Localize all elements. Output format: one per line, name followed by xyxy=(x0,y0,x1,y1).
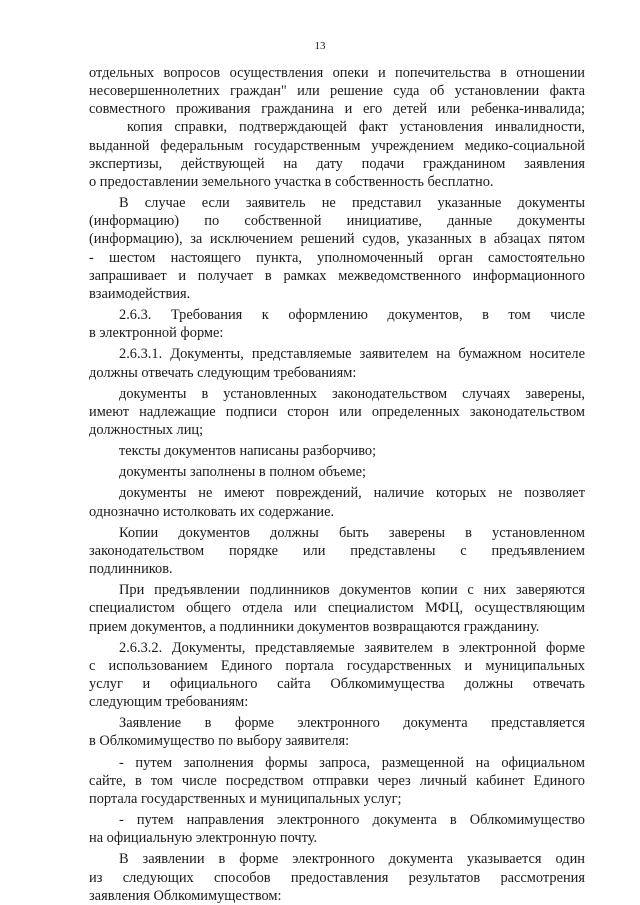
paragraph-12 xyxy=(89,639,585,712)
text-line: В случае если заявитель не представил указанные документы xyxy=(119,195,585,212)
text-line: сайте, в том числе посредством отправки через личный кабинет Единого xyxy=(89,772,585,789)
text-line: о предоставлении земельного участка в собственность бесплатно. xyxy=(89,173,494,190)
text-line: При предъявлении подлинников документов копии с них заверяются xyxy=(119,582,585,599)
paragraph-14 xyxy=(89,754,585,808)
text-line: 2.6.3.1. Документы, представляемые заявителем на бумажном носителе xyxy=(119,346,585,363)
text-line: совместного проживания гражданина и его детей или ребенка-инвалида; xyxy=(89,101,585,118)
text-line: - путем направления электронного документа в Облкомимущество xyxy=(119,812,585,829)
text-line: документы не имеют повреждений, наличие которых не позволяет xyxy=(119,485,585,502)
text-line: (информацию), за исключением решений судов, указанных в абзацах пятом xyxy=(89,231,585,248)
paragraph-11 xyxy=(89,581,585,635)
text-line: несовершеннолетних граждан" или решение суда об установлении факта xyxy=(89,83,585,100)
paragraph-3 xyxy=(89,194,585,303)
text-line: (информацию) по собственной инициативе, данные документы xyxy=(89,213,585,230)
text-line: копия справки, подтверждающей факт установления инвалидности, xyxy=(127,119,585,136)
text-line: на официальную электронную почту. xyxy=(89,830,318,847)
text-line: Копии документов должны быть заверены в установленном xyxy=(119,524,585,541)
text-line: должны отвечать следующим требованиям: xyxy=(89,364,357,381)
text-line: специалистом общего отдела или специалистом МФЦ, осуществляющим xyxy=(89,600,585,617)
text-line: 2.6.3.2. Документы, представляемые заявителем в электронной форме xyxy=(119,639,585,656)
text-line: 2.6.3. Требования к оформлению документов, в том числе xyxy=(119,307,585,324)
text-line: законодательством порядке или представлены с предъявлением xyxy=(89,542,585,559)
text-line: прием документов, а подлинники документов возвращаются гражданину. xyxy=(89,618,540,635)
paragraph-9 xyxy=(89,484,585,520)
paragraph-16 xyxy=(89,850,585,904)
paragraph-2 xyxy=(89,118,585,191)
text-line: экспертизы, действующей на дату подачи гражданином заявления xyxy=(89,155,585,172)
text-line: отдельных вопросов осуществления опеки и попечительства в отношении xyxy=(89,65,585,81)
text-line: услуг и официального сайта Облкомимущества должны отвечать xyxy=(89,676,585,692)
text-line: с использованием Единого портала государственных и муниципальных xyxy=(89,657,585,674)
paragraph-4 xyxy=(89,306,585,342)
text-line: из следующих способов предоставления результатов рассмотрения xyxy=(89,869,585,886)
paragraph-6 xyxy=(89,385,585,439)
text-line: взаимодействия. xyxy=(89,285,191,302)
paragraph-13 xyxy=(89,714,585,750)
text-line: В заявлении в форме электронного документа указывается один xyxy=(119,851,585,868)
text-line: документы заполнены в полном объеме; xyxy=(119,464,366,481)
text-line: должностных лиц; xyxy=(89,421,204,438)
paragraph-5 xyxy=(89,345,585,381)
text-line: следующим требованиям: xyxy=(89,694,249,711)
paragraph-8 xyxy=(89,463,585,481)
text-line: Заявление в форме электронного документа представляется xyxy=(119,715,585,732)
text-line: в Облкомимущество по выбору заявителя: xyxy=(89,733,350,750)
page-number: 13 xyxy=(314,40,326,52)
text-line: заявления Облкомимуществом: xyxy=(89,887,282,904)
text-line: в электронной форме: xyxy=(89,325,224,342)
document-body xyxy=(89,64,585,905)
text-line: - путем заполнения формы запроса, размещенной на официальном xyxy=(119,754,585,771)
text-line: имеют надлежащие подписи сторон или определенных законодательством xyxy=(89,403,585,420)
paragraph-7 xyxy=(89,442,585,460)
paragraph-10 xyxy=(89,524,585,578)
text-line: портала государственных и муниципальных услуг; xyxy=(89,790,402,807)
text-line: подлинников. xyxy=(89,561,173,578)
text-line: однозначно истолковать их содержание. xyxy=(89,503,335,520)
text-line: документы в установленных законодательством случаях заверены, xyxy=(119,385,585,402)
paragraph-1 xyxy=(89,64,585,118)
text-line: запрашивает и получает в рамках межведомственного информационного xyxy=(89,267,585,284)
text-line: выданной федеральным государственным учреждением медико-социальной xyxy=(89,137,585,154)
paragraph-15 xyxy=(89,811,585,847)
text-line: тексты документов написаны разборчиво; xyxy=(119,443,377,460)
text-line: - шестом настоящего пункта, уполномоченный орган самостоятельно xyxy=(89,249,585,266)
